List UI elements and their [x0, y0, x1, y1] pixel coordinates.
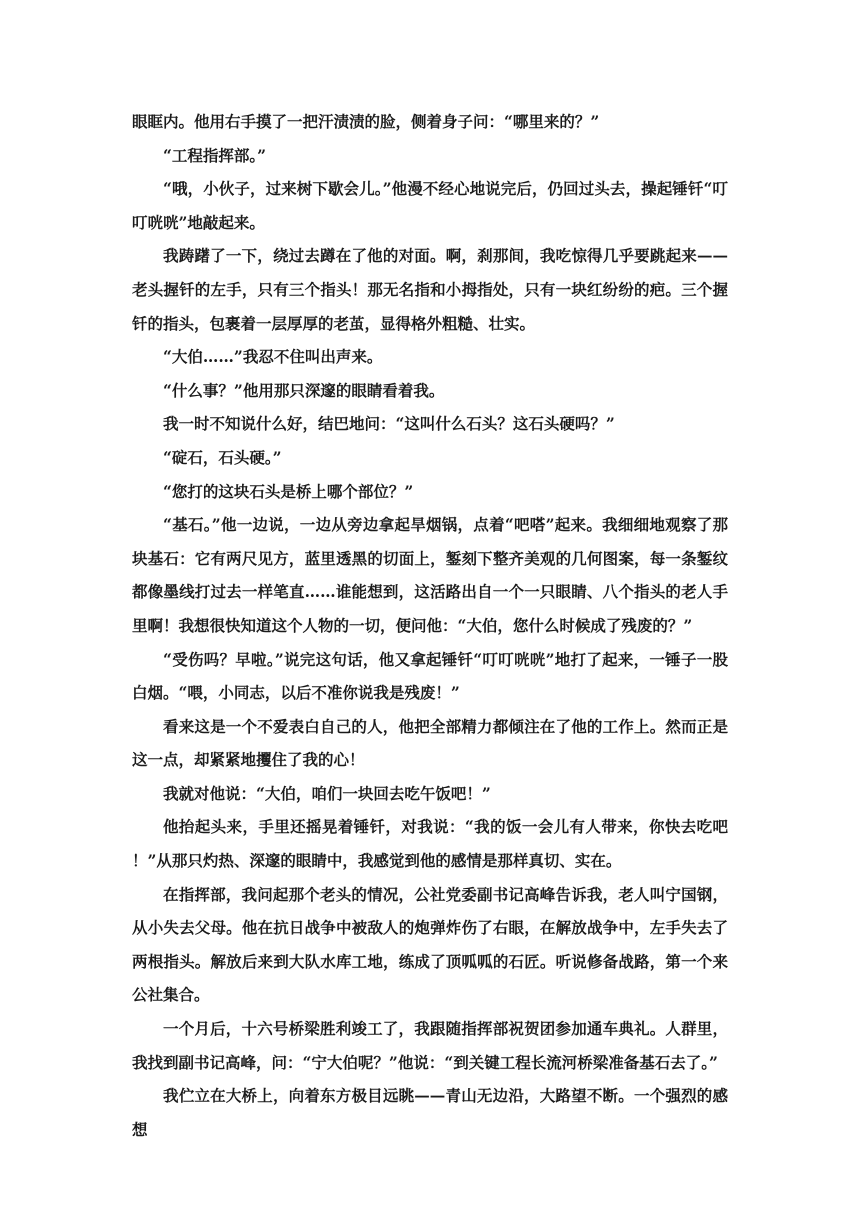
paragraph: “受伤吗？早啦。”说完这句话，他又拿起锤钎“叮叮咣咣”地打了起来，一锤子一股白烟。“喂，小同志，以后不准你说我是残废！” [132, 649, 728, 703]
paragraph: “碇石，石头硬。” [163, 447, 282, 467]
paragraph: “您打的这块石头是桥上哪个部位？” [163, 481, 414, 501]
paragraph: “大伯……”我忍不住叫出声来。 [163, 347, 383, 367]
paragraph: “什么事？”他用那只深邃的眼睛看着我。 [163, 380, 445, 400]
paragraph: “哦，小伙子，过来树下歇会儿。”他漫不经心地说完后，仍回过头去，操起锤钎“叮叮咣咣”地敲起来。 [132, 179, 728, 232]
paragraph: 他抬起头来，手里还摇晃着锤钎，对我说：“我的饭一会儿有人带来，你快去吃吧！”从那只灼热、深邃的眼睛中，我感觉到他的感情是那样真切、实在。 [132, 817, 728, 871]
paragraph: 看来这是一个不爱表白自己的人，他把全部精力都倾注在了他的工作上。然而正是这一点，却紧紧地攫住了我的心！ [132, 716, 728, 770]
article-body [132, 105, 728, 1146]
paragraph: 在指挥部，我问起那个老头的情况，公社党委副书记高峰告诉我，老人叫宁国钢，从小失去父母。他在抗日战争中被敌人的炮弹炸伤了右眼，在解放战争中，左手失去了两根指头。解放后来到大队水库工地，练成了顶呱呱的石匠。听说修备战路，第一个来公社集合。 [132, 884, 728, 1005]
paragraph: 我就对他说：“大伯，咱们一块回去吃午饭吧！” [163, 783, 491, 803]
paragraph: 眼眶内。他用右手摸了一把汗渍渍的脸，侧着身子问：“哪里来的？” [132, 112, 600, 131]
paragraph: “工程指挥部。” [163, 145, 267, 165]
paragraph: 我踌躇了一下，绕过去蹲在了他的对面。啊，刹那间，我吃惊得几乎要跳起来——老头握钎的左手，只有三个指头！那无名指和小拇指处，只有一块红纷纷的疤。三个握钎的指头，包裹着一层厚厚的老茧，显得格外粗糙、壮实。 [132, 246, 728, 333]
paragraph: “基石。”他一边说，一边从旁边拿起旱烟锅，点着“吧嗒”起来。我细细地观察了那块基石：它有两尺见方，蓝里透黑的切面上，錾刻下整齐美观的几何图案，每一条錾纹都像墨线打过去一样笔直……谁能想到，这活路出自一个一只眼睛、八个指头的老人手里啊！我想很快知道这个人物的一切，便问他：“大伯，您什么时候成了残废的？” [132, 515, 728, 635]
paragraph: 我伫立在大桥上，向着东方极目远眺——青山无边沿，大路望不断。一个强烈的感想 [132, 1086, 728, 1139]
paragraph: 我一时不知说什么好，结巴地问：“这叫什么石头？这石头硬吗？” [163, 414, 615, 434]
paragraph: 一个月后，十六号桥梁胜利竣工了，我跟随指挥部祝贺团参加通车典礼。人群里，我找到副书记高峰，问：“宁大伯呢？”他说：“到关键工程长流河桥梁准备基石去了。” [132, 1019, 728, 1072]
